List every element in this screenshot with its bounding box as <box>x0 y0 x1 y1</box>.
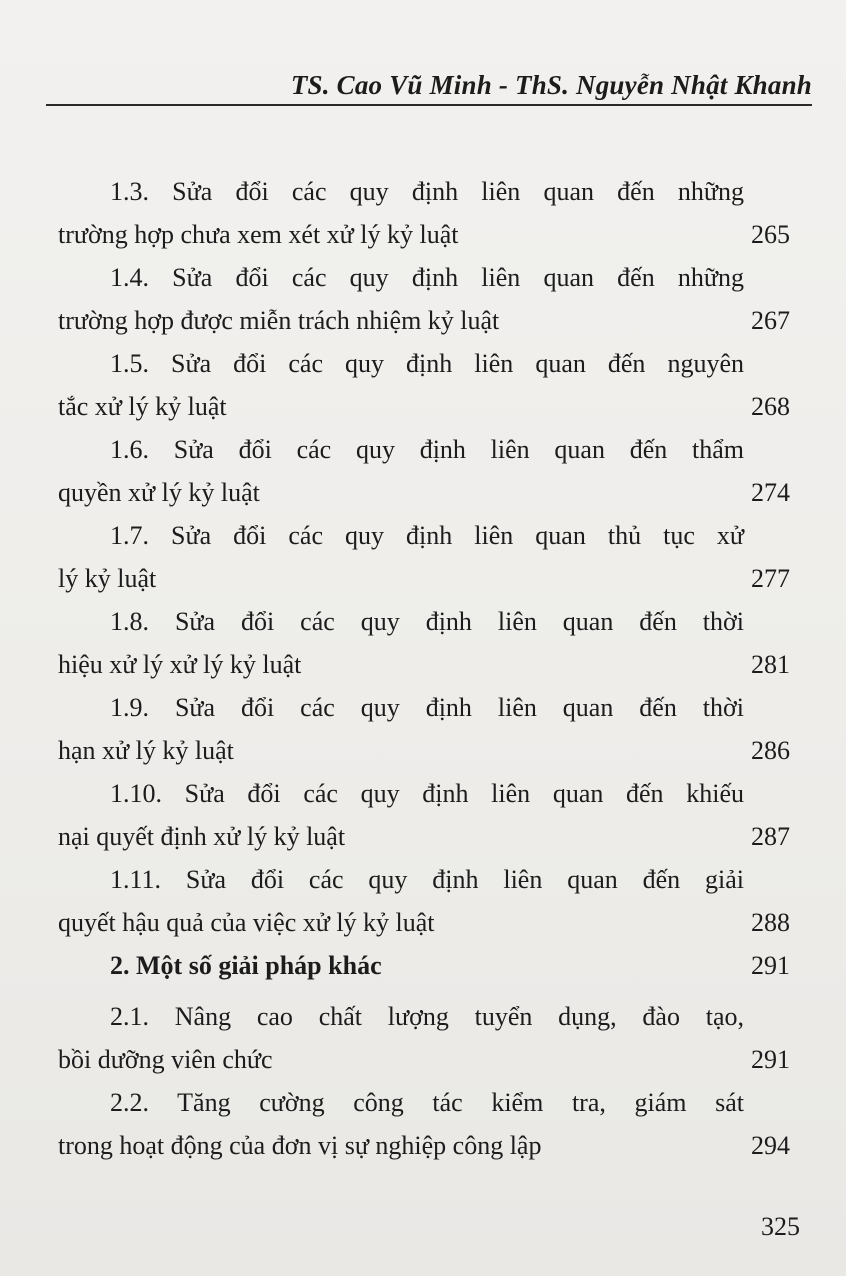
toc-entry-title: 2.2. Tăng cường công tác kiểm tra, giám sát <box>110 1088 744 1117</box>
toc-entry-2-2 <box>58 1081 790 1167</box>
toc-entry-title: 1.3. Sửa đổi các quy định liên quan đến những <box>110 177 744 206</box>
toc-entry-title-continued: quyết hậu quả của việc xử lý kỷ luật <box>58 908 435 937</box>
toc-entry-title-continued: nại quyết định xử lý kỷ luật <box>58 822 346 851</box>
toc-entry-1-11 <box>58 858 790 944</box>
toc-page-number: 281 <box>751 650 790 679</box>
toc-page-number: 288 <box>751 908 790 937</box>
header-rule <box>46 104 812 106</box>
toc-page-number: 291 <box>751 951 790 980</box>
toc-entry-title: 1.10. Sửa đổi các quy định liên quan đến khiếu <box>110 779 744 808</box>
table-of-contents <box>58 170 790 1167</box>
toc-page-number: 277 <box>751 564 790 593</box>
toc-entry-title: 1.7. Sửa đổi các quy định liên quan thủ tục xử <box>110 521 744 550</box>
toc-entry-title-continued: hiệu xử lý xử lý kỷ luật <box>58 650 302 679</box>
toc-entry-title: 1.6. Sửa đổi các quy định liên quan đến thẩm <box>110 435 744 464</box>
toc-entry-1-7 <box>58 514 790 600</box>
toc-entry-title: 1.11. Sửa đổi các quy định liên quan đến giải <box>110 865 744 894</box>
toc-entry-1-10 <box>58 772 790 858</box>
toc-entry-title: 1.4. Sửa đổi các quy định liên quan đến những <box>110 263 744 292</box>
toc-page-number: 274 <box>751 478 790 507</box>
toc-page-number: 286 <box>751 736 790 765</box>
toc-entry-title-continued: lý kỷ luật <box>58 564 157 593</box>
toc-page-number: 291 <box>751 1045 790 1074</box>
toc-entry-title: 1.5. Sửa đổi các quy định liên quan đến nguyên <box>110 349 744 378</box>
toc-entry-title-continued: trong hoạt động của đơn vị sự nghiệp công lập <box>58 1131 542 1160</box>
toc-entry-title-continued: quyền xử lý kỷ luật <box>58 478 260 507</box>
toc-entry-title-continued: trường hợp chưa xem xét xử lý kỷ luật <box>58 220 459 249</box>
toc-entry-title: 2.1. Nâng cao chất lượng tuyển dụng, đào tạo, <box>110 1002 744 1031</box>
toc-section-heading: 2. Một số giải pháp khác <box>110 951 382 980</box>
toc-entry-1-9 <box>58 686 790 772</box>
running-header: TS. Cao Vũ Minh - ThS. Nguyễn Nhật Khanh <box>290 70 812 100</box>
toc-entry-title-continued: trường hợp được miễn trách nhiệm kỷ luật <box>58 306 500 335</box>
toc-page-number: 265 <box>751 220 790 249</box>
toc-page-number: 268 <box>751 392 790 421</box>
toc-entry-title: 1.8. Sửa đổi các quy định liên quan đến thời <box>110 607 744 636</box>
toc-entry-title-continued: tắc xử lý kỷ luật <box>58 392 227 421</box>
toc-entry-2 <box>58 944 790 987</box>
toc-entry-title-continued: hạn xử lý kỷ luật <box>58 736 234 765</box>
toc-page-number: 287 <box>751 822 790 851</box>
page-folio-number: 325 <box>761 1212 800 1241</box>
toc-entry-2-1 <box>58 995 790 1081</box>
toc-entry-1-4 <box>58 256 790 342</box>
toc-entry-title-continued: bồi dưỡng viên chức <box>58 1045 273 1074</box>
toc-entry-1-5 <box>58 342 790 428</box>
toc-entry-1-8 <box>58 600 790 686</box>
toc-entry-title: 1.9. Sửa đổi các quy định liên quan đến thời <box>110 693 744 722</box>
toc-page-number: 267 <box>751 306 790 335</box>
toc-page-number: 294 <box>751 1131 790 1160</box>
toc-entry-1-6 <box>58 428 790 514</box>
toc-entry-1-3 <box>58 170 790 256</box>
